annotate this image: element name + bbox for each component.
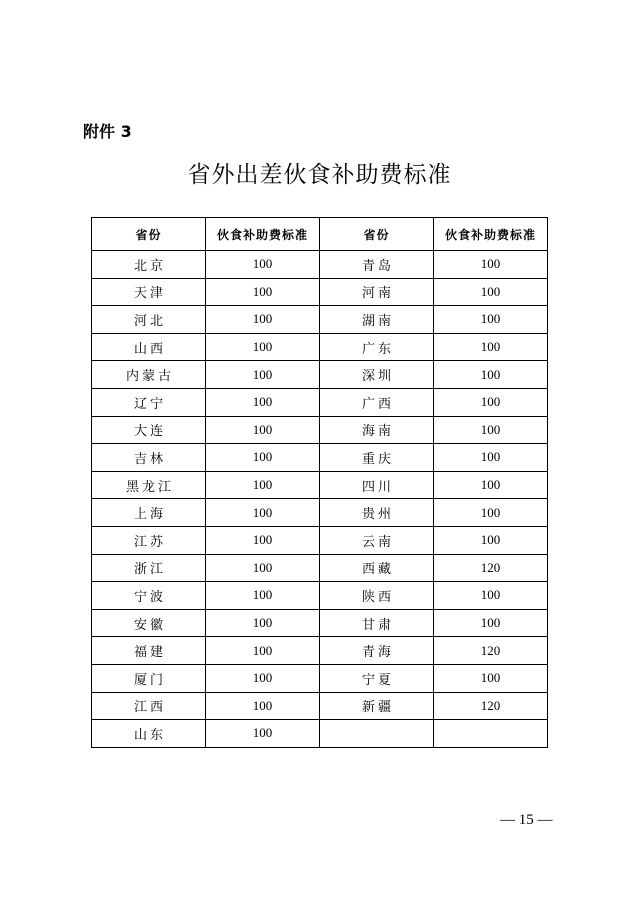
province-cell: 陕西 [320,582,434,610]
amount-cell: 100 [206,444,320,472]
province-cell: 深圳 [320,361,434,389]
document-title: 省外出差伙食补助费标准 [187,162,452,188]
province-cell: 广西 [320,388,434,416]
amount-cell: 100 [434,499,548,527]
table-row [92,388,548,416]
province-cell: 天津 [92,278,206,306]
province-cell: 宁波 [92,582,206,610]
province-cell: 青海 [320,637,434,665]
amount-cell: 100 [434,306,548,334]
amount-cell: 100 [434,278,548,306]
table-row [92,361,548,389]
table-row [92,444,548,472]
province-cell: 新疆 [320,692,434,720]
province-cell: 江西 [92,692,206,720]
amount-cell: 100 [434,444,548,472]
province-cell: 内蒙古 [92,361,206,389]
amount-cell: 100 [206,306,320,334]
amount-cell: 100 [206,361,320,389]
province-cell: 江苏 [92,526,206,554]
province-cell: 辽宁 [92,388,206,416]
amount-cell: 100 [206,526,320,554]
province-cell: 湖南 [320,306,434,334]
table-row [92,306,548,334]
province-cell: 浙江 [92,554,206,582]
amount-cell: 100 [206,499,320,527]
province-cell: 厦门 [92,664,206,692]
province-cell: 云南 [320,526,434,554]
table-row [92,637,548,665]
column-header-province: 省份 [320,218,434,251]
province-cell: 吉林 [92,444,206,472]
province-cell: 山西 [92,333,206,361]
amount-cell: 100 [434,471,548,499]
amount-cell: 100 [434,333,548,361]
amount-cell: 120 [434,554,548,582]
empty-cell [434,720,548,748]
province-cell: 贵州 [320,499,434,527]
amount-cell: 100 [206,333,320,361]
province-cell: 甘肃 [320,609,434,637]
amount-cell: 100 [206,720,320,748]
province-cell: 重庆 [320,444,434,472]
amount-cell: 100 [206,664,320,692]
province-cell: 青岛 [320,251,434,279]
table-row [92,720,548,748]
amount-cell: 100 [206,637,320,665]
province-cell: 广东 [320,333,434,361]
table-row [92,526,548,554]
table-row [92,278,548,306]
empty-cell [320,720,434,748]
table-row [92,251,548,279]
column-header-allowance: 伙食补助费标准 [434,218,548,251]
table-header-row [92,218,548,251]
column-header-allowance: 伙食补助费标准 [206,218,320,251]
amount-cell: 100 [206,692,320,720]
table-row [92,554,548,582]
amount-cell: 100 [206,416,320,444]
province-cell: 福建 [92,637,206,665]
attachment-label: 附件 3 [83,122,132,141]
table-row [92,692,548,720]
province-cell: 宁夏 [320,664,434,692]
table-row [92,582,548,610]
province-cell: 河北 [92,306,206,334]
province-cell: 四川 [320,471,434,499]
table-row [92,416,548,444]
province-cell: 海南 [320,416,434,444]
amount-cell: 100 [434,664,548,692]
amount-cell: 120 [434,637,548,665]
amount-cell: 100 [206,388,320,416]
amount-cell: 120 [434,692,548,720]
amount-cell: 100 [206,609,320,637]
province-cell: 安徽 [92,609,206,637]
amount-cell: 100 [206,471,320,499]
amount-cell: 100 [434,609,548,637]
amount-cell: 100 [434,388,548,416]
province-cell: 北京 [92,251,206,279]
province-cell: 上海 [92,499,206,527]
table-row [92,333,548,361]
amount-cell: 100 [206,554,320,582]
amount-cell: 100 [206,582,320,610]
province-cell: 西藏 [320,554,434,582]
amount-cell: 100 [434,526,548,554]
province-cell: 黑龙江 [92,471,206,499]
page-number: — 15 — [500,812,553,828]
table-row [92,499,548,527]
amount-cell: 100 [434,582,548,610]
amount-cell: 100 [206,251,320,279]
table-row [92,471,548,499]
amount-cell: 100 [434,251,548,279]
amount-cell: 100 [434,416,548,444]
province-cell: 山东 [92,720,206,748]
table-row [92,664,548,692]
table-row [92,609,548,637]
amount-cell: 100 [434,361,548,389]
amount-cell: 100 [206,278,320,306]
allowance-table [91,217,548,748]
province-cell: 大连 [92,416,206,444]
province-cell: 河南 [320,278,434,306]
column-header-province: 省份 [92,218,206,251]
